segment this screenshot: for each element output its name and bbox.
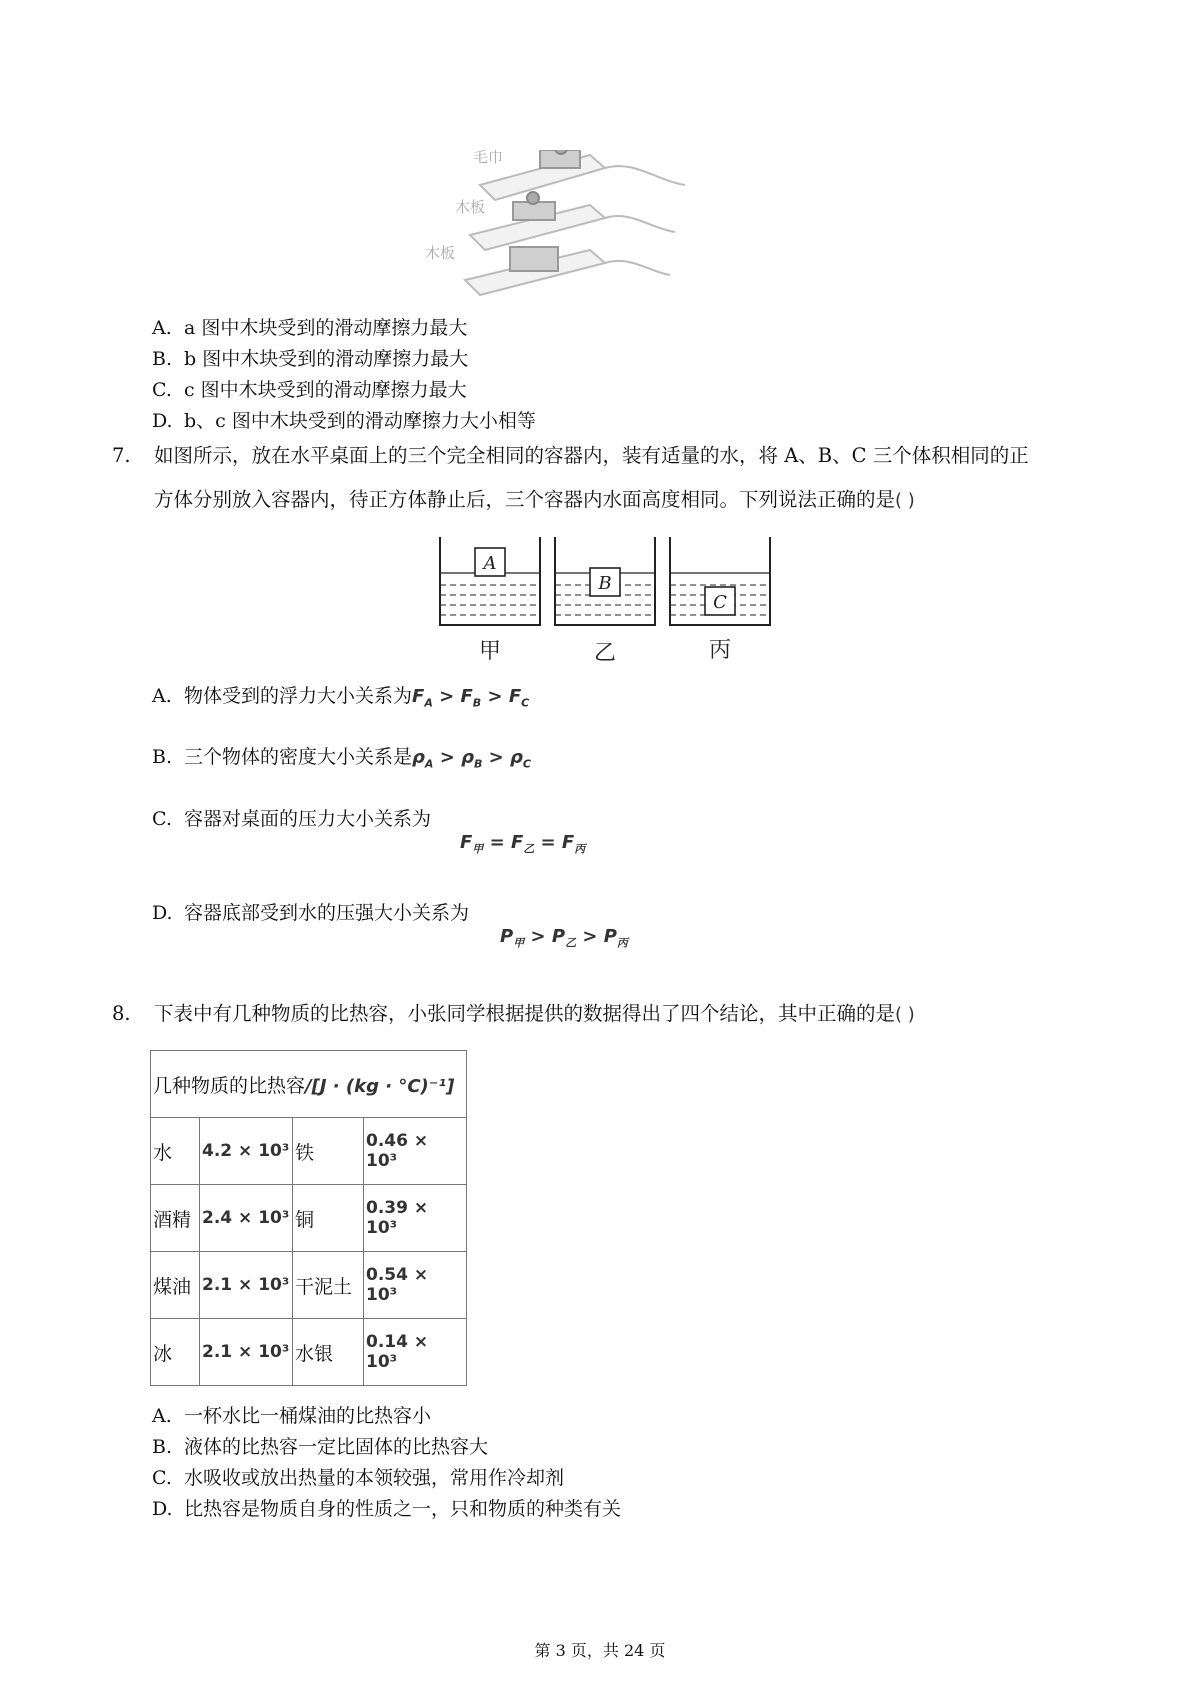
q7-option-d: D. 容器底部受到水的压强大小关系为 (152, 902, 470, 924)
q8-line1: 下表中有几种物质的比热容，小张同学根据提供的数据得出了四个结论，其中正确的是( ) (154, 1002, 915, 1025)
formula: $\rho_A > \rho_B > \rho_C$ (412, 747, 531, 771)
container-label-yi: 乙 (593, 641, 617, 665)
q7-line2: 方体分别放入容器内，待正方体静止后，三个容器内水面高度相同。下列说法正确的是( ) (154, 488, 915, 511)
question-number: 8. (112, 1002, 131, 1025)
answer-blank: ( ) (895, 490, 915, 511)
cube-label-a: A (483, 553, 497, 574)
table-row: 冰 2.1 × 10³ 水银 0.14 × 10³ (151, 1319, 467, 1386)
q8-option-c: C. 水吸收或放出热量的本领较强，常用作冷却剂 (152, 1467, 565, 1489)
q6-option-d: D. b、c 图中木块受到的滑动摩擦力大小相等 (152, 410, 536, 432)
q7-option-b: B. 三个物体的密度大小关系是$\rho_A > \rho_B > \rho_C$ (152, 746, 531, 771)
figure-label-towel: 毛巾 (473, 150, 504, 166)
table-row: 水 4.2 × 10³ 铁 0.46 × 10³ (151, 1118, 467, 1185)
table-row: 煤油 2.1 × 10³ 干泥土 0.54 × 10³ (151, 1252, 467, 1319)
q8-option-b: B. 液体的比热容一定比固体的比热容大 (152, 1436, 489, 1458)
figure-label-board-c: 木板 (425, 244, 456, 262)
cube-label-b: B (598, 573, 612, 594)
q8-option-d: D. 比热容是物质自身的性质之一，只和物质的种类有关 (152, 1498, 622, 1520)
q6-option-c: C. c 图中木块受到的滑动摩擦力最大 (152, 379, 467, 401)
q7-option-c-formula: $F_甲 = F_乙 = F_丙$ (460, 832, 586, 856)
formula: $F_A > F_B > F_C$ (412, 686, 530, 710)
table-header: 几种物质的比热容/[J · (kg · °C)⁻¹] (151, 1051, 467, 1118)
friction-figure (425, 150, 760, 310)
containers-figure (435, 535, 775, 665)
answer-blank: ( ) (895, 1004, 915, 1025)
q8-option-a: A. 一杯水比一桶煤油的比热容小 (152, 1405, 432, 1427)
q7-option-a: A. 物体受到的浮力大小关系为$F_A > F_B > F_C$ (152, 685, 530, 710)
question-number: 7. (112, 444, 131, 467)
q7-option-d-formula: $P_甲 > P_乙 > P_丙$ (500, 926, 628, 950)
figure-label-board-b: 木板 (455, 198, 486, 216)
q6-option-a: A. a 图中木块受到的滑动摩擦力最大 (152, 317, 468, 339)
table-row: 酒精 2.4 × 10³ 铜 0.39 × 10³ (151, 1185, 467, 1252)
container-label-bing: 丙 (708, 638, 732, 663)
q7-line1: 如图所示，放在水平桌面上的三个完全相同的容器内，装有适量的水，将 A、B、C 三个体积相同的正 (154, 444, 1029, 467)
q7-option-c: C. 容器对桌面的压力大小关系为 (152, 808, 432, 830)
page-footer: 第 3 页，共 24 页 (534, 1641, 666, 1660)
specific-heat-table (150, 1050, 467, 1386)
cube-label-c: C (713, 592, 727, 613)
q6-option-b: B. b 图中木块受到的滑动摩擦力最大 (152, 348, 469, 370)
container-label-jia: 甲 (478, 639, 502, 664)
